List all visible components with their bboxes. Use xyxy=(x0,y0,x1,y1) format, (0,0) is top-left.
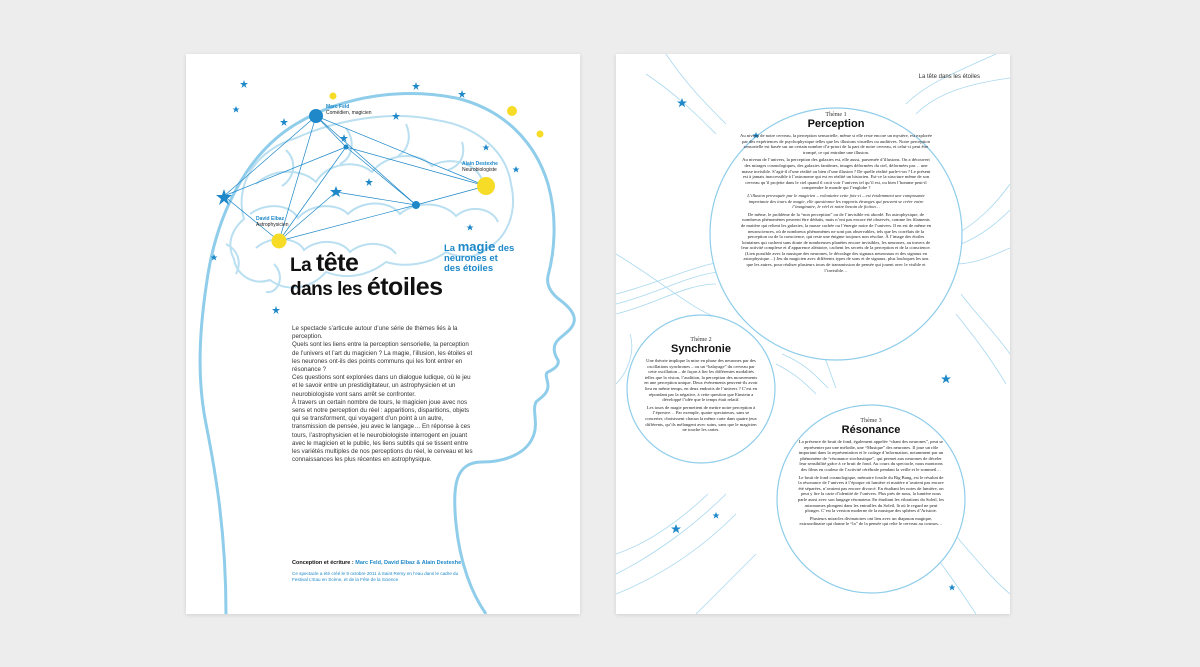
theme-paragraph: Le bruit de fond cosmologique, mémoire fossile du Big Bang, est le résultat de la résonance de l’univers à l’époque où lumière et matière n’avaient pas encore été séparées, n’avaient pas encore divorcé. En étudiant les notes de lumière, on peut y lire la carte d’identité de l’univers. Plus près de nous, la lumière nous parle aussi avec son langage résonateur. En étudiant les vibrations du Soleil, les astronomes plongent dans les entrailles du Soleil, là où le regard ne peut plonger. C’est la version moderne de la musique des sphères d’Aristote. xyxy=(797,474,945,514)
theme-label: Thème 2 xyxy=(690,337,712,343)
theme-label: Thème 3 xyxy=(860,418,882,424)
node-david-elbaz xyxy=(272,234,287,249)
subtitle-prefix: La xyxy=(444,243,458,254)
node-marc-feld xyxy=(309,109,323,123)
intro-paragraph: Le spectacle s’articule autour d’une série de thèmes liés à la perception. xyxy=(292,325,458,341)
star-icon xyxy=(713,512,720,519)
star-icon xyxy=(272,306,280,314)
star-icon xyxy=(280,118,288,126)
subtitle-middle: des xyxy=(495,243,515,254)
theme-paragraph: Les tours de magie permettent de mettre notre perception à l’épreuve… Par exemple, quatre spectateurs, sans se concerter, choisissent chacun la même carte dans quatre jeux différents, qu’ils mélangent avec soins, sans que le magicien ne touche les cartes. xyxy=(645,404,757,433)
theme-label: Thème 1 xyxy=(825,112,847,118)
star-icon xyxy=(412,82,420,90)
theme-paragraph: Au niveau de notre cerveau, la perception sensorielle, même si elle reste encore un mystère, est explorée par des expériences de psychophysique telles que les illusions visuelles ou auditives. Notre perception sensorielle est basée sur un certain nombre d’a-priori de la part de notre cerveau, et celui-ci peut être trompé, ce qui entraîne une illusion. xyxy=(740,133,932,155)
credits-note: Ce spectacle a été créé le 9 octobre 2011 à Saint Remy en l’eau dans le cadre du Festival L’Eau en Scène, et de la Fête de la Science xyxy=(292,571,459,582)
person-name: David Elbaz xyxy=(256,216,285,222)
theme-title: Perception xyxy=(807,118,865,130)
theme-paragraph: Au niveau de l’univers, la perception des galaxies est, elle aussi, parsemée d’illusions. On a découvert des mirages cosmologiques, des galaxies fantômes, images déformées du ciel, déformées par… une masse invisible. S’agit-il d’une réalité ou bien d’une illusion ? De quelle réalité parle-t-on ? Le présent est à jamais inaccessible à l’astronome qui est en réalité un historien. Est-ce la structure même de son cerveau qu’il projette dans le ciel quand il croit voir l’univers tel qu’il est, ou bien l’homme peut-il comprendre le monde qui l’englobe ? xyxy=(741,157,931,191)
theme3-content xyxy=(797,418,945,529)
theme1-content xyxy=(740,112,932,275)
theme2-content xyxy=(644,337,758,435)
node-small xyxy=(344,145,349,150)
credits-names: Marc Feld, David Elbaz & Alain Destexhe xyxy=(355,560,462,566)
star-icon xyxy=(941,374,951,383)
subtitle-highlight: magie xyxy=(457,239,496,254)
star-icon xyxy=(458,90,466,98)
star-icon xyxy=(233,106,240,113)
node-center xyxy=(412,201,420,209)
subtitle-line2: neurones et xyxy=(444,253,498,264)
title-word: étoiles xyxy=(366,273,443,301)
left-page xyxy=(186,54,580,614)
title-word: La xyxy=(290,255,316,276)
subtitle-line3: des étoiles xyxy=(444,263,494,274)
star-icon xyxy=(671,524,681,533)
person-role: Comédien, magicien xyxy=(326,110,372,116)
yellow-star-dot xyxy=(330,93,337,100)
theme-paragraph: La présence de bruit de fond, également appelée “chant des neurones”, peut se représenter par une mélodie, une “Musique” des neurones. Il joue un rôle important dans la représentation et le codage d’information, notamment par un phénomène de “résonance stochastique”, qui permet aux neurones de déceler leur sensibilité grâce à ce bruit de fond. Au cours du spectacle, nous montrons des films en couleur de l’activité cérébrale pendant la veille et le sommeil… xyxy=(798,439,944,472)
page-title-line2 xyxy=(290,274,443,303)
theme-title: Résonance xyxy=(841,424,901,436)
person-alain-destexhe xyxy=(462,161,498,173)
running-head: La tête dans les étoiles xyxy=(918,74,980,80)
star-icon xyxy=(240,80,248,88)
star-icon xyxy=(677,98,687,107)
star-icon xyxy=(467,224,474,231)
intro-paragraph: Quels sont les liens entre la perception sensorielle, la perception de l’univers et l’art du magicien ? La magie, l’illusion, les étoiles et les neurones ont-ils des points communs qui les font entrer en résonance ? xyxy=(292,341,473,374)
person-name: Marc Feld xyxy=(326,104,350,110)
person-marc-feld xyxy=(326,104,372,116)
node-alain-destexhe xyxy=(477,177,495,195)
person-name: Alain Destexhe xyxy=(462,161,498,167)
intro-text xyxy=(292,325,474,464)
theme-title: Synchronie xyxy=(671,343,731,355)
intro-paragraph: Ces questions sont explorées dans un dialogue ludique, où le jeu et le savoir entre un prestidigitateur, un astrophysicien et un neurobiologiste vont sans arrêt se confronter. xyxy=(292,374,471,398)
yellow-star-dot xyxy=(537,131,544,138)
star-icon xyxy=(513,166,520,173)
star-icon xyxy=(483,144,490,151)
star-icon xyxy=(365,178,373,186)
star-icon xyxy=(949,584,956,591)
yellow-star-dot xyxy=(507,106,517,116)
person-role: Astrophysicien xyxy=(256,222,289,228)
theme-paragraph: Une théorie implique la mise en phase des neurones par des oscillations synchrones – ou un “balayage” du cerveau par cette oscillation – de façon à lier les différentes modalités telles que la vision, l’audition, la perception des mouvements en une perception unique. Deux événements peuvent-ils avoir lieu en même temps, en deux endroits de l’univers ? C’est en répondant par la négative, à cette question que Einstein a développé l’idée que le temps était relatif. xyxy=(644,358,758,403)
person-role: Neurobiologiste xyxy=(462,167,497,173)
credits-label: Conception et écriture : xyxy=(292,560,356,566)
subtitle xyxy=(444,239,524,274)
title-word: tête xyxy=(315,249,359,277)
theme-paragraph: De même, le problème de la “non perception” ou de l’invisible est abordé. En astrophysique, de nombreux phénomènes peuvent être déduits, mais n’ont pas encore été observés, comme les filaments de matière qui relient les galaxies, la masse cachée ou l’énergie noire de l’univers. Il en est de même en neurosciences, où de nombreux phénomènes ne sont pas observables, tels que les corrélats de la perception ou de la conscience, qui reste une énigme toujours non résolue. À l’image des étoiles lointaines qui cachent sans doute de nombreuses planètes encore invisibles, les neurones, au travers de leur activité complexe et d’apparence aléatoire, cachent les secrets de la perception et de la conscience. (Lien possible avec la musique des neurones, le décodage des signaux neuronaux et des signaux en astrophysique…) Jeu du magicien avec différents types de sons et de signaux, plus loufoques les uns que les autres, pour réaliser plusieurs tours de transmission de pensée qui jouent avec le visible et l’invisible… xyxy=(740,211,932,273)
right-page xyxy=(616,54,1010,614)
theme-paragraph: L’illusion provoquée par le magicien – volontaire cette fois-ci – est évidemment une composante importante des tours de magie, elle questionne les rapports étranges qui peuvent se créer entre l’imaginaire, le réel et notre besoin de fiction… xyxy=(747,192,925,210)
intro-paragraph: À travers un certain nombre de tours, le magicien joue avec nos sens et notre perception du réel : apparitions, disparitions, objets qui se transforment, qui voyagent d’un point à un autre, transmission de pensée, jeu avec le langage… En réponse à ces tours, l’astrophysicien et le neurobiologiste interrogent en jouant avec le magicien et le public, les liens subtils qui se tissent entre les variétés multiples de nos perceptions du réel, le cerveau et les connaissances les plus récentes en astrophysique. xyxy=(292,398,473,464)
title-word: dans les xyxy=(290,279,367,300)
person-david-elbaz xyxy=(256,216,289,228)
credits xyxy=(292,560,472,583)
theme-paragraph: Plusieurs miracles divinatoires ont lieu avec un diapason magique, extraordinaire qui donne le “la” de la pensée qui relie le cerveau au cosmos… xyxy=(799,515,943,527)
